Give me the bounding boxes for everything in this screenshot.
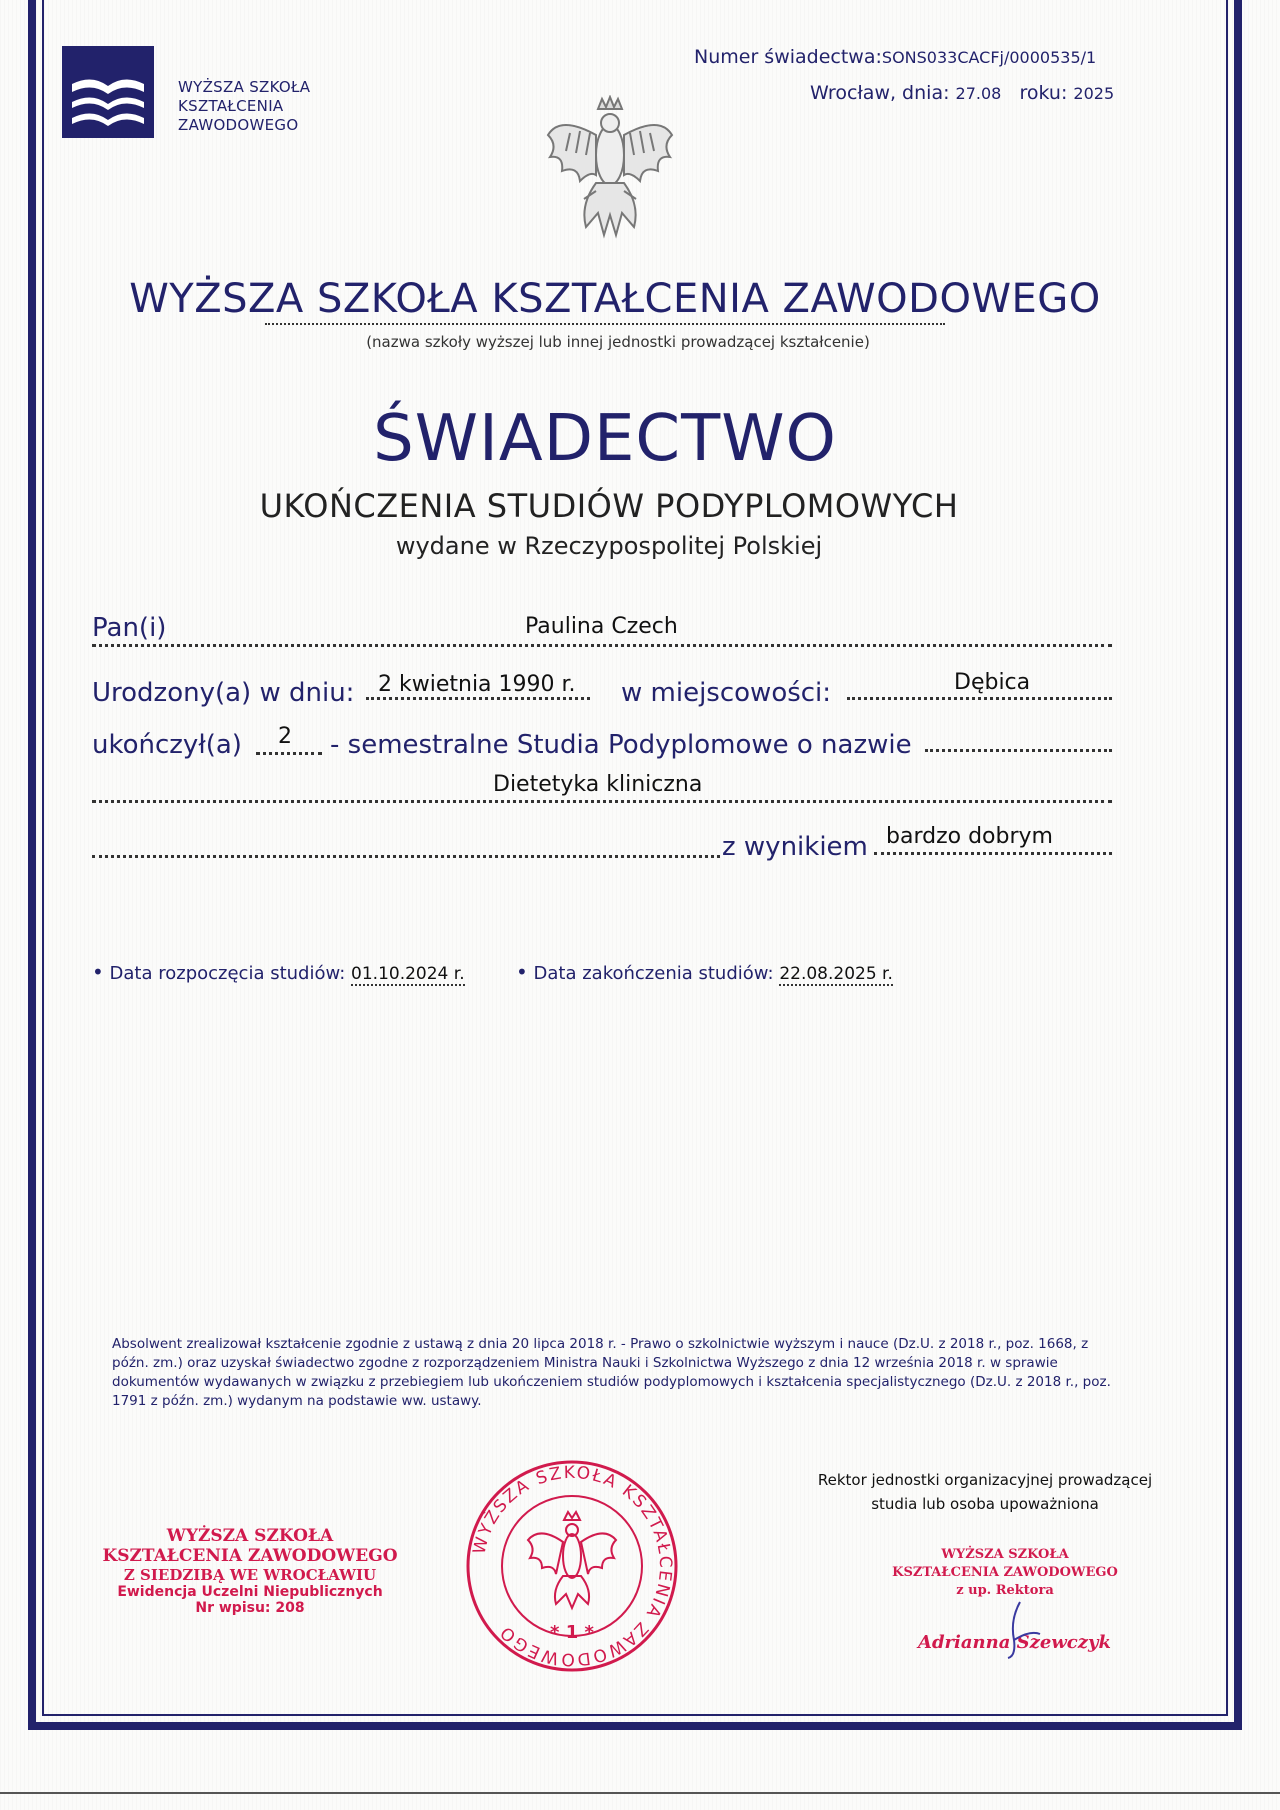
stamp-left-line-5: Nr wpisu: 208 — [195, 1600, 305, 1616]
issue-year-label: roku: — [1019, 82, 1068, 104]
school-logo-icon — [62, 46, 154, 138]
seal-number: * 1 * — [550, 1622, 594, 1643]
school-name-dotted-line — [265, 323, 945, 325]
issue-year-value: 2025 — [1073, 84, 1115, 103]
certificate-number-value: SONS033CACFj/0000535/1 — [881, 48, 1097, 67]
start-date-value: 01.10.2024 r. — [351, 964, 465, 984]
document-issued-in: wydane w Rzeczypospolitej Polskiej — [395, 532, 823, 560]
semesters-value: 2 — [278, 724, 292, 749]
name-dotted-line — [92, 644, 1112, 647]
end-date-value: 22.08.2025 r. — [779, 964, 893, 984]
end-date-row — [516, 960, 893, 984]
school-registry-stamp — [100, 1526, 400, 1616]
birth-place-label: w miejscowości: — [621, 678, 832, 708]
start-date-label: Data rozpoczęcia studiów: — [109, 963, 346, 984]
document-title: ŚWIADECTWO — [373, 402, 837, 476]
seal-ring-text: WYŻSZA SZKOŁA KSZTAŁCENIA ZAWODOWEGO — [469, 1462, 676, 1670]
eagle-emblem-icon — [540, 95, 680, 245]
stamp-left-line-3: Z SIEDZIBĄ WE WROCŁAWIU — [123, 1566, 377, 1584]
issue-day-value: 27.08 — [955, 84, 1002, 103]
name-label: Pan(i) — [92, 613, 167, 643]
official-round-seal — [462, 1456, 682, 1676]
birth-date-dotted-line — [366, 697, 590, 700]
stamp-right-line-1: WYŻSZA SZKOŁA — [941, 1547, 1069, 1562]
stamp-left-line-2: KSZTAŁCENIA ZAWODOWEGO — [102, 1546, 398, 1566]
rector-note-line-2: studia lub osoba upoważniona — [871, 1495, 1099, 1513]
document-subtitle: UKOŃCZENIA STUDIÓW PODYPLOMOWYCH — [259, 487, 959, 525]
school-logo-text — [178, 78, 310, 135]
name-value: Paulina Czech — [525, 614, 678, 639]
program-value: Dietetyka kliniczna — [493, 772, 703, 797]
stamp-right-line-2: KSZTAŁCENIA ZAWODOWEGO — [892, 1565, 1118, 1580]
semesters-dotted-line — [256, 752, 322, 755]
rector-authorization-stamp — [880, 1546, 1130, 1600]
stamp-left-line-4: Ewidencja Uczelni Niepublicznych — [117, 1584, 383, 1600]
end-date-label: Data zakończenia studiów: — [533, 963, 774, 984]
legal-basis-text: Absolwent zrealizował kształcenie zgodnie z ustawą z dnia 20 lipca 2018 r. - Prawo o szkolnictwie wyższym i nauce (Dz.U. z 2018 r., poz. 1668, z późn. zm.) oraz uzyskał świadectwo zgodne z rozporządzeniem Ministra Nauki i Szkolnictwa Wyższego z dnia 12 września 2018 r. w sprawie dokumentów wydawanych w związku z przebiegiem lub ukończeniem studiów podyplomowych i kształcenia specjalistycznego (Dz.U. z 2018 r., poz. 1791 z późn. zm.) wydanym na podstawie ww. ustawy. — [112, 1336, 1111, 1409]
scan-edge-line — [0, 1792, 1280, 1794]
signature-stroke-icon — [1000, 1600, 1060, 1660]
issue-place-label: Wrocław, dnia: — [810, 82, 950, 104]
rector-note-line-1: Rektor jednostki organizacyjnej prowadzącej — [817, 1471, 1153, 1489]
birth-place-value: Dębica — [954, 670, 1031, 695]
school-name: WYŻSZA SZKOŁA KSZTAŁCENIA ZAWODOWEGO — [129, 276, 1101, 322]
start-date-row — [92, 960, 465, 984]
certificate-number-label: Numer świadectwa: — [694, 46, 882, 68]
logo-line-2: KSZTAŁCENIA — [178, 97, 284, 115]
logo-line-3: ZAWODOWEGO — [178, 116, 299, 134]
rector-signature: Adrianna Szewczyk — [918, 1632, 1111, 1653]
birth-date-label: Urodzony(a) w dniu: — [92, 678, 355, 708]
program-dotted-line — [92, 800, 1112, 803]
result-leading-dotted-line — [92, 855, 720, 858]
birth-date-value: 2 kwietnia 1990 r. — [378, 672, 576, 697]
stamp-left-line-1: WYŻSZA SZKOŁA — [166, 1526, 334, 1546]
completed-label: ukończył(a) — [92, 730, 242, 760]
logo-line-1: WYŻSZA SZKOŁA — [178, 78, 311, 96]
bullet-icon: • — [516, 960, 528, 984]
program-label-dotted-line — [925, 749, 1112, 752]
result-label: z wynikiem — [722, 832, 868, 862]
rector-note — [790, 1468, 1180, 1516]
bullet-icon: • — [92, 960, 104, 984]
result-value: bardzo dobrym — [886, 824, 1053, 849]
certificate-number — [694, 46, 1096, 68]
program-label: - semestralne Studia Podyplomowe o nazwie — [330, 730, 912, 760]
issue-place-date — [810, 82, 1114, 104]
school-name-caption: (nazwa szkoły wyższej lub innej jednostki prowadzącej kształcenie) — [366, 333, 870, 351]
stamp-right-line-3: z up. Rektora — [956, 1583, 1054, 1598]
result-dotted-line — [874, 852, 1112, 855]
birth-place-dotted-line — [847, 697, 1112, 700]
